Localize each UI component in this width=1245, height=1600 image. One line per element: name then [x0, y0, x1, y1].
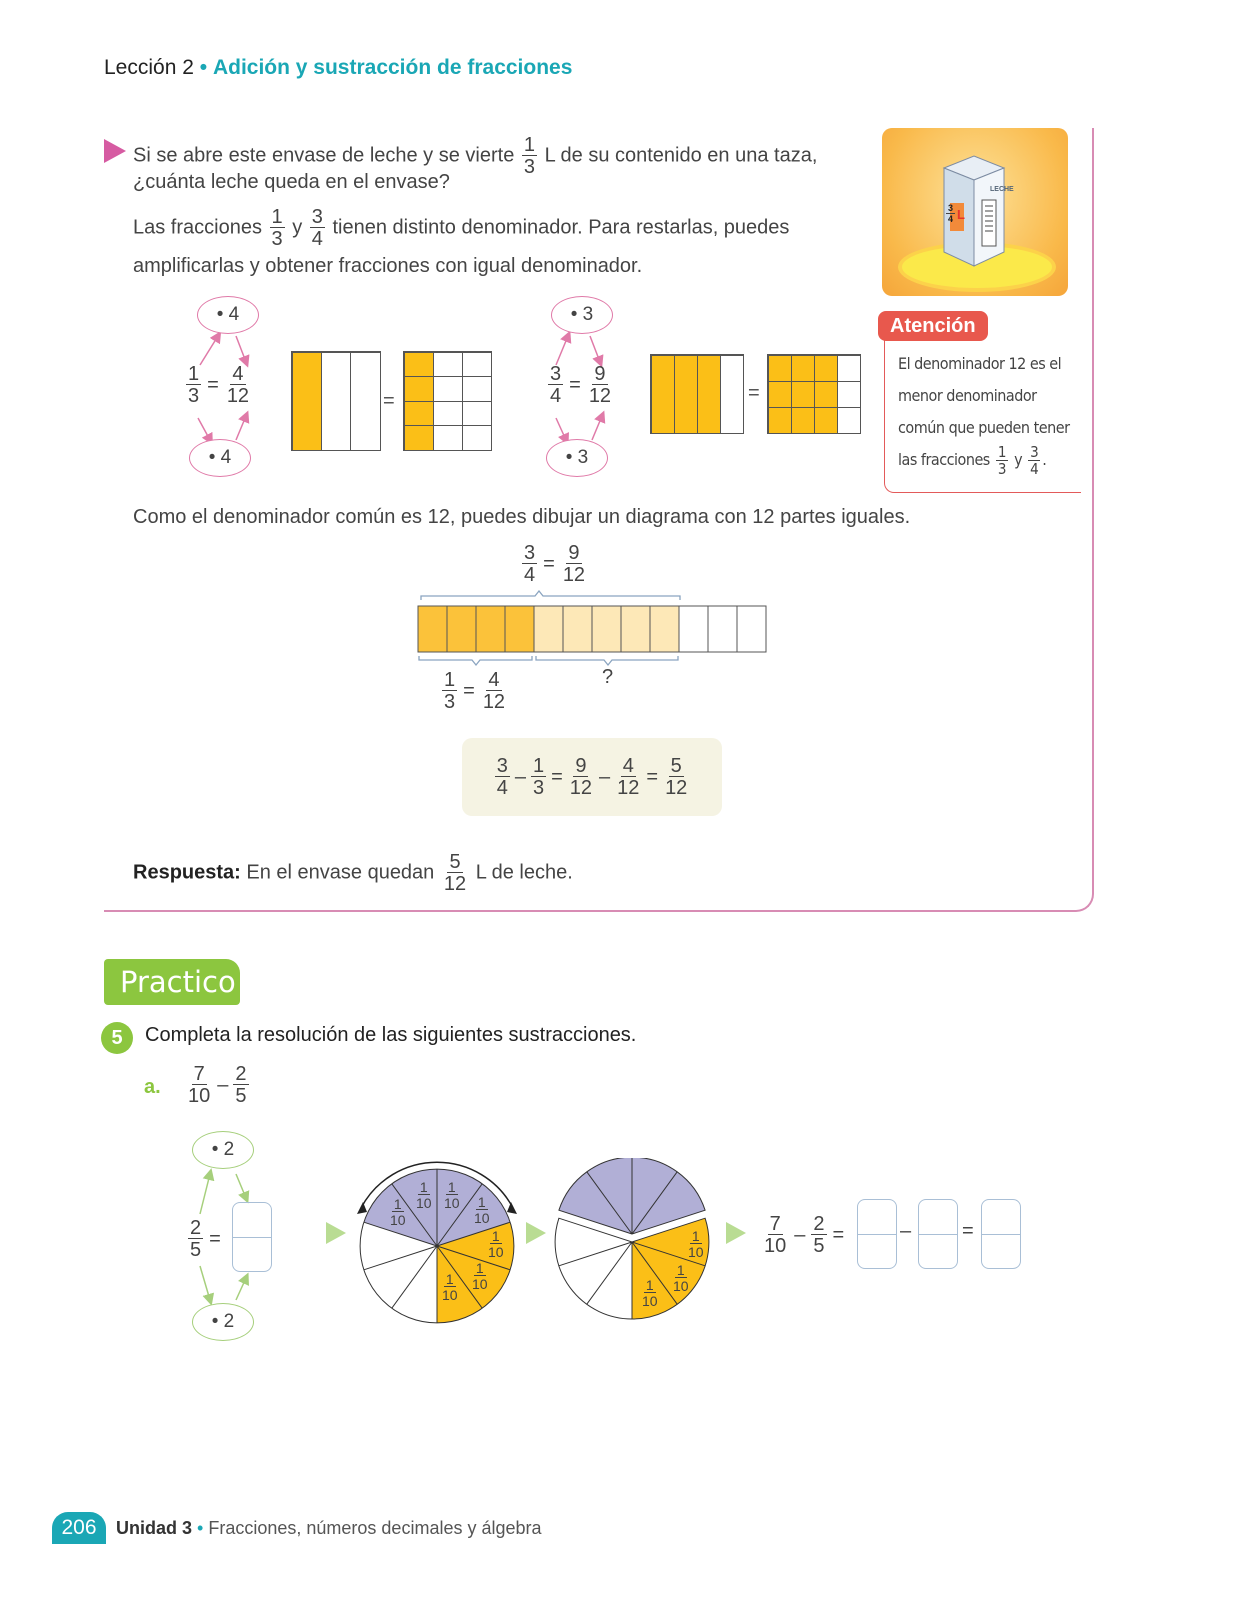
minus-sign: – [900, 1220, 912, 1242]
numerator: 1 [393, 1196, 402, 1212]
numerator: 2 [235, 1063, 247, 1085]
footer-bullet: • [197, 1518, 204, 1538]
numerator: 1 [676, 1262, 685, 1278]
strip-label-3-4 [520, 543, 589, 585]
numerator: 4 [622, 755, 634, 777]
answer-input-fraction[interactable] [918, 1199, 958, 1269]
denominator: 10 [488, 1244, 504, 1260]
numerator: 1 [188, 363, 200, 385]
problem-text: Si se abre este envase de leche y se vierte [133, 144, 515, 167]
equals-sign: = [748, 382, 760, 404]
numerator: 1 [532, 755, 545, 777]
problem-line-3 [133, 207, 789, 249]
denominator: 10 [444, 1195, 460, 1211]
milk-carton-illustration [882, 128, 1068, 296]
denominator: 4 [1030, 459, 1039, 478]
denominator: 3 [444, 691, 456, 713]
footer-unit [116, 1518, 542, 1539]
common-denominator-text: Como el denominador común es 12, puedes dibujar un diagrama con 12 partes iguales. [133, 506, 911, 528]
exercise-final-equation [760, 1214, 848, 1256]
equation-3-4-eq-9-12 [546, 364, 615, 406]
practice-banner: Practico [104, 959, 240, 1005]
tenth-label [472, 1195, 492, 1225]
denominator: 10 [474, 1210, 490, 1226]
denominator: 12 [665, 777, 688, 799]
numerator: 1 [475, 1260, 484, 1276]
equals-sign: = [646, 765, 659, 788]
model-part-filled [292, 352, 322, 451]
answer-input-fraction[interactable] [981, 1199, 1021, 1269]
carton-amount [944, 204, 965, 224]
equals-sign: = [383, 390, 395, 412]
denominator: 3 [523, 156, 536, 178]
exercise-instruction: Completa la resolución de las siguientes sustracciones. [145, 1024, 637, 1046]
equals-sign: = [207, 373, 219, 396]
numerator: 4 [232, 363, 244, 385]
numerator: 9 [575, 755, 587, 777]
minus-sign: – [794, 1223, 806, 1246]
denominator: 10 [642, 1293, 658, 1309]
thirds-model [291, 351, 381, 451]
denominator: 4 [948, 214, 954, 224]
header-bullet: • [199, 56, 208, 79]
numerator: 1 [447, 1179, 456, 1195]
model-part [350, 352, 380, 451]
quarters-model [650, 354, 744, 434]
fraction-1-3 [522, 135, 537, 177]
exercise-amplify-equation [186, 1218, 225, 1260]
denominator: 12 [482, 691, 506, 713]
denominator: 10 [673, 1278, 689, 1294]
attention-title: Atención [878, 311, 988, 341]
problem-text: Las fracciones [133, 216, 262, 239]
multiplier-oval: • 3 [551, 296, 613, 334]
numerator: 1 [645, 1277, 654, 1293]
denominator: 10 [416, 1195, 432, 1211]
tenth-label [414, 1180, 434, 1210]
denominator: 3 [532, 777, 545, 799]
equals-sign: = [569, 373, 581, 396]
carton-unit: L [957, 206, 965, 222]
equation-1-3-eq-4-12 [184, 364, 253, 406]
answer-text: L de leche. [475, 861, 573, 884]
multiplier-oval: • 2 [192, 1303, 254, 1341]
numerator: 1 [444, 669, 456, 691]
denominator: 5 [235, 1085, 247, 1107]
numerator: 3 [524, 542, 536, 564]
fraction-1-3 [270, 207, 285, 249]
denominator: 4 [496, 777, 508, 799]
equals-sign: = [962, 1220, 974, 1242]
tenth-label [442, 1180, 462, 1210]
multiplier-oval: • 4 [197, 296, 259, 334]
footer-unit-label: Unidad 3 [116, 1518, 193, 1538]
attention-body: y [1014, 450, 1023, 469]
page-number: 206 [52, 1512, 106, 1544]
problem-text: y [292, 216, 303, 239]
model-part [321, 352, 351, 451]
denominator: 10 [188, 1085, 211, 1107]
numerator: 1 [491, 1228, 500, 1244]
numerator: 3 [311, 206, 323, 228]
tenth-label [388, 1197, 408, 1227]
answer-input-fraction[interactable] [857, 1199, 897, 1269]
attention-body: El denominador 12 es el menor denominador común que pueden tener las fracciones [898, 354, 1070, 469]
lesson-header [104, 56, 572, 80]
tenth-label [470, 1261, 490, 1291]
strip-diagram [410, 590, 780, 680]
numerator: 1 [445, 1271, 454, 1287]
denominator: 3 [997, 459, 1006, 478]
denominator: 5 [190, 1239, 202, 1261]
denominator: 10 [442, 1287, 458, 1303]
lesson-title: Adición y sustracción de fracciones [212, 56, 573, 79]
numerator: 2 [813, 1213, 825, 1235]
denominator: 12 [443, 873, 467, 895]
attention-body: . [1042, 450, 1047, 469]
numerator: 3 [1030, 442, 1039, 461]
denominator: 3 [271, 228, 283, 250]
numerator: 5 [449, 851, 461, 873]
numerator: 9 [594, 363, 606, 385]
twelfths-model-9 [767, 354, 861, 434]
next-arrow-icon [326, 1222, 346, 1244]
numerator: 1 [691, 1228, 700, 1244]
twelfths-model-4 [403, 351, 492, 451]
exercise-number-badge: 5 [101, 1022, 133, 1054]
equals-sign: = [551, 765, 563, 788]
answer-input-fraction[interactable] [232, 1202, 272, 1272]
tenth-label [686, 1229, 706, 1259]
carton-label: LECHE [990, 186, 1014, 193]
tenth-label [440, 1272, 460, 1302]
numerator: 3 [948, 203, 954, 213]
numerator: 9 [568, 542, 580, 564]
numerator: 1 [271, 206, 283, 228]
result-box [462, 738, 722, 816]
multiplier-oval: • 2 [192, 1131, 254, 1169]
equals-sign: = [463, 679, 475, 702]
denominator: 12 [569, 777, 592, 799]
denominator: 4 [550, 385, 562, 407]
problem-text: tienen distinto denominador. Para restarlas, puedes [332, 216, 790, 239]
footer-subject: Fracciones, números decimales y álgebra [208, 1518, 542, 1538]
multiplier-oval: • 4 [189, 439, 251, 477]
denominator: 10 [764, 1235, 787, 1257]
tenth-label [486, 1229, 506, 1259]
numerator: 7 [769, 1213, 781, 1235]
equals-sign: = [832, 1223, 845, 1246]
problem-line-2: ¿cuánta leche queda en el envase? [133, 171, 450, 193]
problem-text: L de su contenido en una taza, [544, 144, 818, 167]
lesson-number: Lección 2 [104, 56, 194, 79]
denominator: 12 [617, 777, 640, 799]
tenth-label [640, 1278, 660, 1308]
denominator: 3 [188, 385, 200, 407]
equals-sign: = [543, 552, 555, 575]
numerator: 2 [190, 1217, 202, 1239]
attention-text [898, 348, 1080, 477]
minus-sign: – [599, 765, 611, 788]
minus-sign: – [217, 1073, 229, 1096]
tenth-label [671, 1263, 691, 1293]
next-arrow-icon [726, 1222, 746, 1244]
numerator: 7 [193, 1063, 205, 1085]
denominator: 12 [562, 564, 586, 586]
denominator: 4 [311, 228, 323, 250]
exercise-a-expression [184, 1064, 251, 1106]
numerator: 1 [997, 442, 1006, 461]
denominator: 10 [472, 1276, 488, 1292]
numerator: 3 [550, 363, 562, 385]
minus-sign: – [514, 765, 526, 788]
item-label-a: a. [144, 1076, 161, 1098]
multiplier-oval: • 3 [546, 439, 608, 477]
denominator: 10 [688, 1244, 704, 1260]
denominator: 12 [588, 385, 612, 407]
numerator: 3 [496, 755, 508, 777]
fraction-3-4 [310, 207, 325, 249]
denominator: 5 [813, 1235, 825, 1257]
strip-label-1-3 [440, 670, 509, 712]
problem-line-4: amplificarlas y obtener fracciones con igual denominador. [133, 255, 643, 277]
numerator: 1 [419, 1179, 428, 1195]
denominator: 4 [524, 564, 536, 586]
numerator: 1 [477, 1194, 486, 1210]
play-arrow-icon [104, 139, 126, 163]
answer-line [133, 852, 573, 894]
numerator: 1 [523, 134, 536, 156]
answer-text: En el envase quedan [246, 861, 435, 884]
equals-sign: = [209, 1227, 221, 1250]
numerator: 5 [670, 755, 682, 777]
numerator: 4 [488, 669, 500, 691]
answer-label: Respuesta: [133, 861, 241, 884]
denominator: 10 [390, 1212, 406, 1228]
denominator: 12 [226, 385, 250, 407]
unknown-mark: ? [602, 666, 614, 688]
